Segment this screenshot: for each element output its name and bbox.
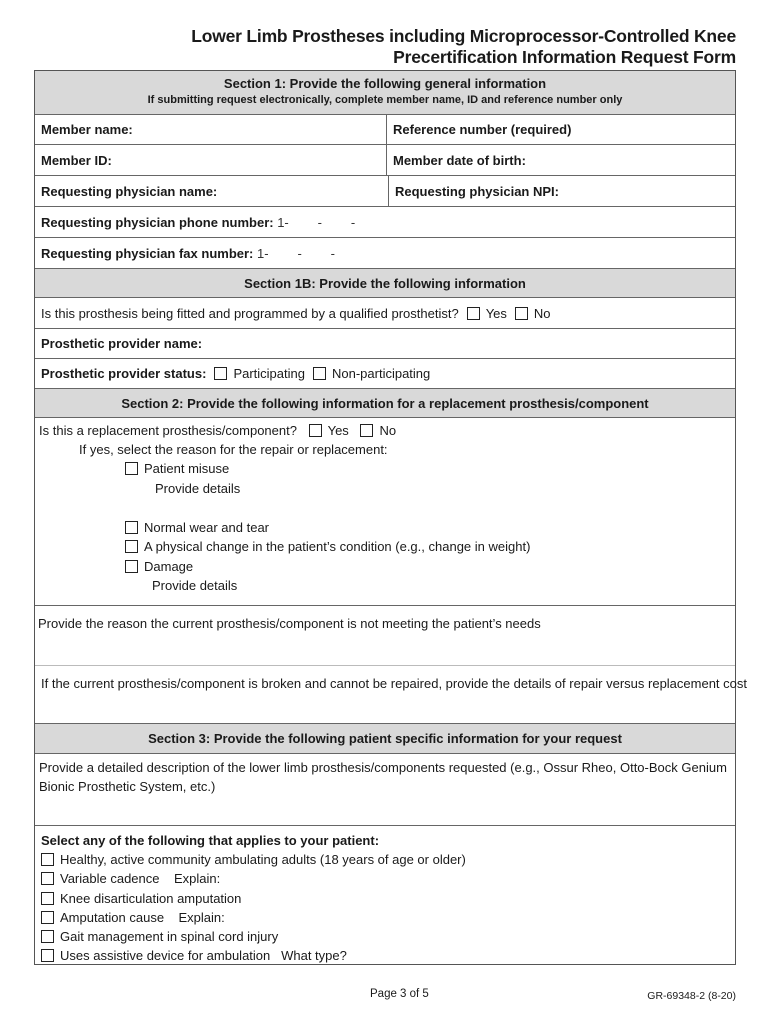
- replacement-no-checkbox[interactable]: [360, 424, 373, 437]
- criteria-checkbox[interactable]: [41, 930, 54, 943]
- physician-phone-label: Requesting physician phone number:: [41, 214, 274, 230]
- form-title-line-1: Lower Limb Prostheses including Microprocessor-Controlled Knee: [191, 26, 736, 46]
- reference-number-field[interactable]: [387, 115, 735, 144]
- section-1b-heading: Section 1B: Provide the following information: [244, 275, 526, 291]
- provider-status-row: [35, 359, 735, 389]
- criteria-label: Knee disarticulation amputation: [60, 891, 242, 906]
- criteria-option: [41, 871, 220, 886]
- criteria-option: [41, 929, 278, 944]
- damage-option: [125, 559, 193, 574]
- physical-change-checkbox[interactable]: [125, 540, 138, 553]
- replacement-block: [35, 418, 735, 606]
- section-1-header: [35, 71, 735, 115]
- section-1b-header: [35, 269, 735, 298]
- participating-label: Participating: [233, 366, 305, 381]
- qualified-yes-label: Yes: [485, 305, 507, 321]
- replacement-question: Is this a replacement prosthesis/component?: [39, 423, 297, 438]
- normal-wear-option: [125, 520, 269, 535]
- form-code: GR-69348-2 (8-20): [647, 990, 736, 1002]
- physician-npi-label: Requesting physician NPI:: [395, 183, 559, 199]
- patient-misuse-label: Patient misuse: [144, 461, 230, 476]
- member-id-row: [35, 145, 735, 176]
- physician-fax-label: Requesting physician fax number:: [41, 245, 254, 261]
- criteria-checkbox[interactable]: [41, 892, 54, 905]
- replacement-question-row: [39, 423, 396, 438]
- qualified-yes-checkbox[interactable]: [467, 307, 480, 320]
- provider-status-label: Prosthetic provider status:: [41, 366, 207, 381]
- qualified-no-checkbox[interactable]: [515, 307, 528, 320]
- normal-wear-checkbox[interactable]: [125, 521, 138, 534]
- description-prompt: Provide a detailed description of the lower limb prosthesis/components requested (e.g., Ossur Rheo, Otto-Bock Genium Bionic Prosthetic System, etc.): [39, 760, 727, 794]
- reason-not-meeting-field[interactable]: [35, 606, 735, 666]
- section-3-heading: Section 3: Provide the following patient specific information for your request: [148, 731, 622, 746]
- section-2-heading: Section 2: Provide the following information for a replacement prosthesis/component: [121, 395, 649, 411]
- section-2-header: [35, 389, 735, 418]
- physician-name-label: Requesting physician name:: [41, 183, 218, 199]
- replacement-yes-checkbox[interactable]: [309, 424, 322, 437]
- physician-fax-value: 1- - -: [257, 245, 336, 261]
- misuse-details-prompt: Provide details: [155, 481, 241, 496]
- reference-number-label: Reference number (required): [393, 122, 572, 137]
- page-number: Page 3 of 5: [370, 988, 429, 1000]
- physician-phone-value: 1- - -: [277, 214, 356, 230]
- provider-name-label: Prosthetic provider name:: [41, 336, 203, 351]
- member-id-field[interactable]: [35, 145, 387, 175]
- provider-name-field[interactable]: [35, 329, 735, 359]
- patient-misuse-checkbox[interactable]: [125, 462, 138, 475]
- member-name-field[interactable]: [35, 115, 387, 144]
- criteria-checkbox[interactable]: [41, 949, 54, 962]
- criteria-checkbox[interactable]: [41, 911, 54, 924]
- form-title-line-2: Precertification Information Request Form: [393, 47, 736, 67]
- physician-phone-field[interactable]: [35, 207, 735, 238]
- patient-misuse-option: [125, 461, 229, 476]
- replacement-no-label: No: [379, 423, 397, 438]
- criteria-checkbox[interactable]: [41, 872, 54, 885]
- non-participating-label: Non-participating: [331, 366, 431, 381]
- description-field[interactable]: [35, 754, 735, 826]
- normal-wear-label: Normal wear and tear: [144, 520, 269, 535]
- physician-name-field[interactable]: [35, 176, 389, 206]
- qualified-question: Is this prosthesis being fitted and programmed by a qualified prosthetist?: [41, 305, 459, 321]
- physical-change-option: [125, 539, 530, 554]
- criteria-option: [41, 910, 225, 925]
- member-row: [35, 115, 735, 145]
- qualified-no-label: No: [533, 305, 551, 321]
- member-id-label: Member ID:: [41, 152, 112, 168]
- criteria-heading: Select any of the following that applies to your patient:: [41, 833, 380, 848]
- criteria-option: [41, 852, 466, 867]
- damage-label: Damage: [144, 559, 194, 574]
- damage-details-prompt: Provide details: [152, 578, 238, 593]
- reason-not-meeting-prompt: Provide the reason the current prosthesis/component is not meeting the patient’s needs: [38, 616, 541, 631]
- criteria-label: Gait management in spinal cord injury: [60, 929, 279, 944]
- member-name-label: Member name:: [41, 122, 133, 137]
- section-1-subheading: If submitting request electronically, complete member name, ID and reference number only: [147, 94, 623, 106]
- if-yes-instruction: If yes, select the reason for the repair or replacement:: [79, 442, 388, 457]
- criteria-label: Uses assistive device for ambulation What type?: [60, 948, 347, 963]
- broken-details-prompt: If the current prosthesis/component is broken and cannot be repaired, provide the details of repair versus replacement cost: [41, 676, 747, 691]
- participating-checkbox[interactable]: [214, 367, 227, 380]
- replacement-yes-label: Yes: [327, 423, 349, 438]
- criteria-label: Healthy, active community ambulating adults (18 years of age or older): [60, 852, 466, 867]
- member-dob-label: Member date of birth:: [393, 152, 526, 168]
- broken-details-field[interactable]: [35, 666, 747, 724]
- section-1-heading: Section 1: Provide the following general information: [223, 76, 547, 91]
- section-3-header: [35, 724, 735, 754]
- patient-criteria-block: [35, 826, 735, 965]
- criteria-option: [41, 891, 241, 906]
- qualified-prosthetist-row: [35, 298, 735, 329]
- criteria-option: [41, 948, 347, 963]
- damage-checkbox[interactable]: [125, 560, 138, 573]
- form-title: [191, 26, 736, 68]
- physician-row: [35, 176, 735, 207]
- physician-npi-field[interactable]: [389, 176, 735, 206]
- physician-fax-field[interactable]: [35, 238, 735, 269]
- non-participating-checkbox[interactable]: [313, 367, 326, 380]
- criteria-label: Variable cadence Explain:: [60, 871, 221, 886]
- member-dob-field[interactable]: [387, 145, 735, 175]
- precert-form: [34, 70, 747, 965]
- criteria-label: Amputation cause Explain:: [60, 910, 225, 925]
- criteria-checkbox[interactable]: [41, 853, 54, 866]
- physical-change-label: A physical change in the patient’s condition (e.g., change in weight): [144, 539, 531, 554]
